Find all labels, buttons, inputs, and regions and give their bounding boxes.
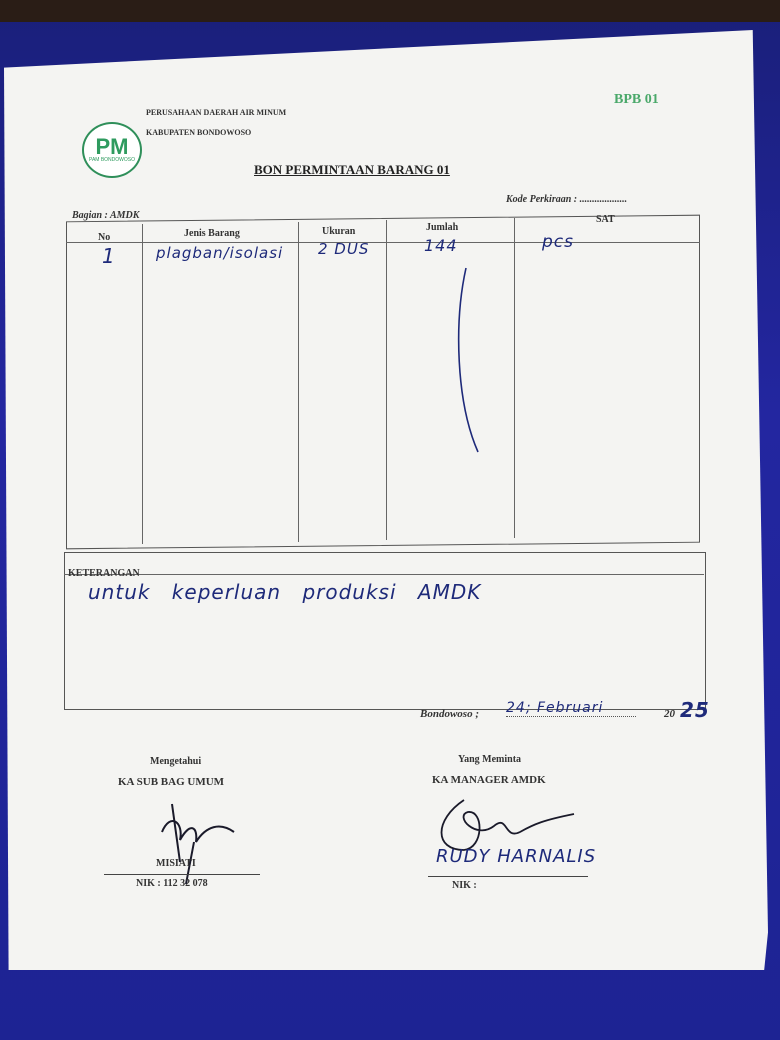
- left-caption: Mengetahui: [150, 756, 202, 767]
- cell-jenis-barang: plagban/isolasi: [156, 244, 284, 262]
- date-year-printed: 20: [664, 708, 675, 720]
- background-edge: [0, 0, 780, 22]
- column-divider: [514, 218, 515, 538]
- ditto-line-icon: [450, 262, 490, 462]
- right-nik: NIK :: [452, 880, 477, 891]
- form-code: BPB 01: [614, 92, 659, 107]
- left-name: MISIATI: [156, 858, 196, 869]
- right-role: KA MANAGER AMDK: [432, 774, 546, 786]
- right-sign-line: [428, 876, 588, 877]
- column-divider: [298, 222, 299, 542]
- header-jenis-barang: Jenis Barang: [184, 228, 240, 239]
- column-divider: [142, 224, 143, 544]
- bagian-label: Bagian : AMDK: [72, 210, 140, 221]
- keterangan-text: untuk keperluan produksi AMDK: [88, 580, 482, 604]
- header-no: No: [98, 232, 111, 243]
- date-day-month: 24; Februari: [506, 700, 636, 717]
- date-prefix: Bondowoso ;: [420, 708, 479, 720]
- keterangan-box: [64, 552, 706, 710]
- kode-perkiraan-label: Kode Perkiraan : ...................: [506, 194, 628, 205]
- header-ukuran: Ukuran: [322, 226, 356, 237]
- cell-no: 1: [102, 244, 116, 268]
- cell-ukuran: 2 DUS: [318, 240, 370, 258]
- keterangan-label: KETERANGAN: [68, 568, 140, 579]
- left-role: KA SUB BAG UMUM: [118, 776, 225, 788]
- header-sat: SAT: [596, 214, 615, 225]
- date-year-hand: 25: [680, 698, 710, 722]
- company-name: PERUSAHAAN DAERAH AIR MINUM: [146, 108, 287, 117]
- header-jumlah: Jumlah: [426, 222, 459, 233]
- cell-sat: pcs: [542, 232, 574, 252]
- cell-jumlah: 144: [424, 236, 458, 255]
- signature-icon: [150, 792, 250, 892]
- left-nik: NIK : 112 32 078: [136, 878, 208, 889]
- keterangan-header-line: [64, 574, 704, 575]
- items-table: [66, 215, 700, 550]
- right-caption: Yang Meminta: [458, 754, 522, 765]
- table-header-line: [66, 242, 700, 243]
- pdam-logo-icon: PM PAM BONDOWOSO: [82, 122, 142, 178]
- document-title: BON PERMINTAAN BARANG 01: [254, 162, 450, 177]
- company-region: KABUPATEN BONDOWOSO: [146, 128, 252, 137]
- right-name: RUDY HARNALIS: [436, 846, 597, 867]
- column-divider: [386, 220, 387, 540]
- left-sign-line: [104, 874, 260, 875]
